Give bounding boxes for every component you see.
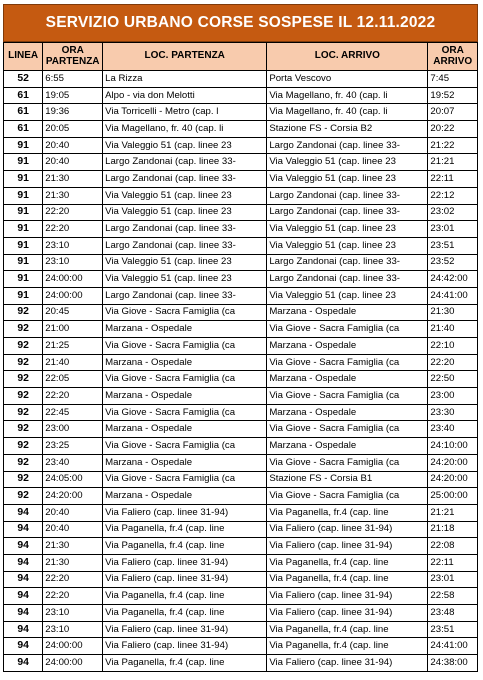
header-linea: LINEA [4,43,43,71]
header-loc-arrivo: LOC. ARRIVO [267,43,428,71]
cell-loc-arrivo: Via Giove - Sacra Famiglia (ca [267,388,428,405]
cell-ora-partenza: 21:40 [43,354,103,371]
table-row [4,588,478,605]
cell-loc-arrivo: Via Paganella, fr.4 (cap. line [267,504,428,521]
cell-loc-partenza: Via Faliero (cap. linee 31-94) [103,504,267,521]
cell-ora-partenza: 20:40 [43,504,103,521]
cell-loc-partenza: Marzana - Ospedale [103,354,267,371]
cell-ora-partenza: 21:30 [43,554,103,571]
cell-loc-partenza: Via Faliero (cap. linee 31-94) [103,621,267,638]
cell-loc-arrivo: Via Faliero (cap. linee 31-94) [267,521,428,538]
cell-ora-arrivo: 23:48 [428,605,478,622]
cell-linea: 91 [4,287,43,304]
table-row [4,271,478,288]
table-body [4,71,478,672]
cell-ora-arrivo: 22:08 [428,538,478,555]
cell-loc-arrivo: Marzana - Ospedale [267,404,428,421]
table-row [4,204,478,221]
cell-ora-arrivo: 21:30 [428,304,478,321]
cell-ora-partenza: 22:45 [43,404,103,421]
cell-loc-partenza: Marzana - Ospedale [103,488,267,505]
table-row [4,655,478,672]
cell-loc-arrivo: Largo Zandonai (cap. linee 33- [267,271,428,288]
cell-ora-arrivo: 22:12 [428,187,478,204]
table-row [4,371,478,388]
cell-loc-partenza: Via Valeggio 51 (cap. linee 23 [103,204,267,221]
header-ora-partenza: ORA PARTENZA [43,43,103,71]
cell-loc-arrivo: Via Paganella, fr.4 (cap. line [267,621,428,638]
table-row [4,221,478,238]
cell-ora-arrivo: 21:22 [428,137,478,154]
cell-ora-arrivo: 20:22 [428,121,478,138]
cell-linea: 92 [4,388,43,405]
cell-loc-arrivo: Via Valeggio 51 (cap. linee 23 [267,171,428,188]
timetable-sheet [3,4,478,672]
cell-ora-arrivo: 23:01 [428,571,478,588]
cell-loc-arrivo: Marzana - Ospedale [267,338,428,355]
cell-loc-partenza: Via Giove - Sacra Famiglia (ca [103,438,267,455]
table-row [4,521,478,538]
cell-ora-arrivo: 20:07 [428,104,478,121]
table-row [4,538,478,555]
cell-ora-partenza: 20:40 [43,154,103,171]
table-row [4,321,478,338]
cell-loc-partenza: Largo Zandonai (cap. linee 33- [103,287,267,304]
cell-ora-arrivo: 23:51 [428,237,478,254]
header-ora-arrivo: ORA ARRIVO [428,43,478,71]
cell-ora-arrivo: 22:11 [428,171,478,188]
table-row [4,571,478,588]
cell-loc-arrivo: Via Magellano, fr. 40 (cap. li [267,87,428,104]
table-row [4,154,478,171]
cell-ora-partenza: 23:40 [43,454,103,471]
cell-linea: 92 [4,404,43,421]
cell-loc-arrivo: Via Valeggio 51 (cap. linee 23 [267,221,428,238]
table-row [4,187,478,204]
cell-loc-arrivo: Stazione FS - Corsia B2 [267,121,428,138]
cell-linea: 94 [4,571,43,588]
cell-linea: 94 [4,655,43,672]
cell-loc-partenza: Via Valeggio 51 (cap. linee 23 [103,271,267,288]
cell-loc-arrivo: Via Faliero (cap. linee 31-94) [267,588,428,605]
table-row [4,488,478,505]
cell-loc-partenza: Via Giove - Sacra Famiglia (ca [103,371,267,388]
cell-ora-arrivo: 24:38:00 [428,655,478,672]
cell-ora-arrivo: 22:50 [428,371,478,388]
cell-ora-arrivo: 23:02 [428,204,478,221]
cell-ora-partenza: 20:05 [43,121,103,138]
cell-loc-partenza: Via Paganella, fr.4 (cap. line [103,538,267,555]
cell-loc-partenza: Marzana - Ospedale [103,454,267,471]
cell-loc-arrivo: Via Valeggio 51 (cap. linee 23 [267,154,428,171]
cell-ora-partenza: 22:20 [43,388,103,405]
cell-ora-partenza: 20:40 [43,137,103,154]
cell-loc-partenza: Via Paganella, fr.4 (cap. line [103,521,267,538]
cell-linea: 92 [4,371,43,388]
table-row [4,104,478,121]
cell-loc-partenza: Via Faliero (cap. linee 31-94) [103,554,267,571]
cell-ora-arrivo: 23:51 [428,621,478,638]
cell-linea: 94 [4,504,43,521]
cell-ora-arrivo: 21:21 [428,504,478,521]
table-row [4,638,478,655]
cell-ora-arrivo: 23:30 [428,404,478,421]
cell-loc-arrivo: Via Giove - Sacra Famiglia (ca [267,354,428,371]
table-row [4,121,478,138]
cell-loc-arrivo: Largo Zandonai (cap. linee 33- [267,254,428,271]
cell-loc-partenza: La Rizza [103,71,267,88]
page-title: SERVIZIO URBANO CORSE SOSPESE IL 12.11.2022 [3,4,478,42]
cell-loc-partenza: Via Paganella, fr.4 (cap. line [103,605,267,622]
cell-ora-partenza: 22:05 [43,371,103,388]
table-row [4,171,478,188]
cell-ora-partenza: 22:20 [43,571,103,588]
cell-ora-partenza: 23:10 [43,605,103,622]
cell-loc-partenza: Marzana - Ospedale [103,388,267,405]
cell-ora-arrivo: 23:52 [428,254,478,271]
cell-ora-arrivo: 7:45 [428,71,478,88]
cell-loc-arrivo: Largo Zandonai (cap. linee 33- [267,204,428,221]
cell-loc-partenza: Via Magellano, fr. 40 (cap. li [103,121,267,138]
cell-loc-partenza: Marzana - Ospedale [103,321,267,338]
cell-ora-partenza: 20:45 [43,304,103,321]
cell-ora-partenza: 21:30 [43,171,103,188]
table-row [4,421,478,438]
table-row [4,237,478,254]
cell-loc-partenza: Via Faliero (cap. linee 31-94) [103,638,267,655]
cell-ora-partenza: 23:10 [43,254,103,271]
cell-ora-arrivo: 23:40 [428,421,478,438]
cell-linea: 91 [4,237,43,254]
cell-loc-partenza: Via Valeggio 51 (cap. linee 23 [103,254,267,271]
cell-ora-arrivo: 24:41:00 [428,638,478,655]
cell-ora-arrivo: 24:41:00 [428,287,478,304]
cell-loc-arrivo: Via Valeggio 51 (cap. linee 23 [267,237,428,254]
cell-linea: 52 [4,71,43,88]
cell-ora-arrivo: 23:01 [428,221,478,238]
cell-linea: 92 [4,354,43,371]
cell-loc-partenza: Largo Zandonai (cap. linee 33- [103,237,267,254]
cell-ora-partenza: 24:00:00 [43,287,103,304]
cell-ora-arrivo: 22:20 [428,354,478,371]
cell-linea: 94 [4,554,43,571]
cell-loc-partenza: Via Giove - Sacra Famiglia (ca [103,404,267,421]
cell-linea: 91 [4,154,43,171]
cell-linea: 94 [4,621,43,638]
table-row [4,605,478,622]
cell-linea: 94 [4,521,43,538]
table-row [4,71,478,88]
cell-linea: 91 [4,254,43,271]
cell-ora-partenza: 20:40 [43,521,103,538]
cell-loc-arrivo: Stazione FS - Corsia B1 [267,471,428,488]
cell-ora-arrivo: 24:20:00 [428,454,478,471]
cell-linea: 91 [4,221,43,238]
suspended-runs-table [3,42,478,672]
cell-linea: 91 [4,171,43,188]
table-row [4,404,478,421]
cell-ora-partenza: 24:00:00 [43,638,103,655]
cell-ora-partenza: 24:00:00 [43,655,103,672]
cell-loc-arrivo: Via Magellano, fr. 40 (cap. li [267,104,428,121]
cell-loc-arrivo: Via Paganella, fr.4 (cap. line [267,638,428,655]
cell-loc-arrivo: Via Paganella, fr.4 (cap. line [267,571,428,588]
cell-linea: 94 [4,638,43,655]
cell-linea: 92 [4,438,43,455]
cell-ora-arrivo: 21:18 [428,521,478,538]
cell-loc-partenza: Via Paganella, fr.4 (cap. line [103,588,267,605]
cell-loc-partenza: Via Giove - Sacra Famiglia (ca [103,304,267,321]
cell-ora-partenza: 22:20 [43,588,103,605]
table-row [4,338,478,355]
cell-loc-partenza: Via Giove - Sacra Famiglia (ca [103,471,267,488]
cell-loc-arrivo: Largo Zandonai (cap. linee 33- [267,137,428,154]
cell-ora-partenza: 24:05:00 [43,471,103,488]
cell-ora-arrivo: 22:10 [428,338,478,355]
cell-ora-arrivo: 19:52 [428,87,478,104]
cell-ora-arrivo: 24:20:00 [428,471,478,488]
cell-loc-arrivo: Marzana - Ospedale [267,371,428,388]
cell-ora-partenza: 21:30 [43,187,103,204]
cell-ora-partenza: 24:20:00 [43,488,103,505]
cell-loc-partenza: Largo Zandonai (cap. linee 33- [103,221,267,238]
cell-linea: 61 [4,104,43,121]
cell-loc-partenza: Largo Zandonai (cap. linee 33- [103,154,267,171]
table-row [4,438,478,455]
cell-loc-arrivo: Via Faliero (cap. linee 31-94) [267,655,428,672]
cell-ora-arrivo: 21:21 [428,154,478,171]
cell-linea: 91 [4,187,43,204]
cell-loc-partenza: Marzana - Ospedale [103,421,267,438]
cell-ora-arrivo: 24:10:00 [428,438,478,455]
cell-linea: 92 [4,304,43,321]
cell-ora-partenza: 22:20 [43,221,103,238]
cell-loc-arrivo: Marzana - Ospedale [267,438,428,455]
cell-loc-arrivo: Marzana - Ospedale [267,304,428,321]
cell-linea: 94 [4,538,43,555]
cell-ora-arrivo: 22:11 [428,554,478,571]
table-row [4,504,478,521]
cell-loc-arrivo: Via Valeggio 51 (cap. linee 23 [267,287,428,304]
cell-ora-arrivo: 23:00 [428,388,478,405]
cell-loc-arrivo: Porta Vescovo [267,71,428,88]
cell-linea: 92 [4,488,43,505]
cell-loc-arrivo: Largo Zandonai (cap. linee 33- [267,187,428,204]
cell-linea: 94 [4,605,43,622]
cell-linea: 94 [4,588,43,605]
cell-ora-partenza: 21:30 [43,538,103,555]
cell-ora-partenza: 23:10 [43,621,103,638]
cell-linea: 61 [4,87,43,104]
table-row [4,304,478,321]
cell-ora-partenza: 21:25 [43,338,103,355]
cell-ora-partenza: 6:55 [43,71,103,88]
cell-ora-arrivo: 22:58 [428,588,478,605]
cell-linea: 91 [4,137,43,154]
cell-loc-partenza: Via Faliero (cap. linee 31-94) [103,571,267,588]
header-loc-partenza: LOC. PARTENZA [103,43,267,71]
cell-linea: 91 [4,271,43,288]
cell-loc-arrivo: Via Giove - Sacra Famiglia (ca [267,488,428,505]
table-header-row [4,43,478,71]
cell-loc-partenza: Via Valeggio 51 (cap. linee 23 [103,187,267,204]
table-row [4,287,478,304]
table-row [4,388,478,405]
cell-ora-partenza: 19:36 [43,104,103,121]
cell-loc-partenza: Via Valeggio 51 (cap. linee 23 [103,137,267,154]
cell-loc-arrivo: Via Faliero (cap. linee 31-94) [267,605,428,622]
cell-loc-arrivo: Via Faliero (cap. linee 31-94) [267,538,428,555]
cell-loc-partenza: Largo Zandonai (cap. linee 33- [103,171,267,188]
cell-loc-partenza: Via Giove - Sacra Famiglia (ca [103,338,267,355]
cell-linea: 92 [4,421,43,438]
cell-linea: 92 [4,454,43,471]
table-row [4,471,478,488]
cell-ora-arrivo: 21:40 [428,321,478,338]
cell-loc-arrivo: Via Giove - Sacra Famiglia (ca [267,454,428,471]
cell-ora-arrivo: 24:42:00 [428,271,478,288]
cell-ora-partenza: 22:20 [43,204,103,221]
cell-loc-partenza: Alpo - via don Melotti [103,87,267,104]
table-row [4,254,478,271]
cell-loc-arrivo: Via Giove - Sacra Famiglia (ca [267,421,428,438]
cell-loc-arrivo: Via Giove - Sacra Famiglia (ca [267,321,428,338]
table-row [4,554,478,571]
cell-linea: 92 [4,471,43,488]
table-row [4,454,478,471]
cell-loc-partenza: Via Torricelli - Metro (cap. l [103,104,267,121]
table-row [4,137,478,154]
cell-ora-partenza: 23:10 [43,237,103,254]
table-row [4,621,478,638]
cell-ora-partenza: 23:00 [43,421,103,438]
cell-linea: 61 [4,121,43,138]
table-row [4,354,478,371]
table-row [4,87,478,104]
cell-linea: 91 [4,204,43,221]
cell-loc-partenza: Via Paganella, fr.4 (cap. line [103,655,267,672]
cell-ora-partenza: 21:00 [43,321,103,338]
cell-linea: 92 [4,321,43,338]
cell-ora-partenza: 24:00:00 [43,271,103,288]
cell-ora-arrivo: 25:00:00 [428,488,478,505]
cell-ora-partenza: 23:25 [43,438,103,455]
cell-loc-arrivo: Via Paganella, fr.4 (cap. line [267,554,428,571]
cell-linea: 92 [4,338,43,355]
cell-ora-partenza: 19:05 [43,87,103,104]
